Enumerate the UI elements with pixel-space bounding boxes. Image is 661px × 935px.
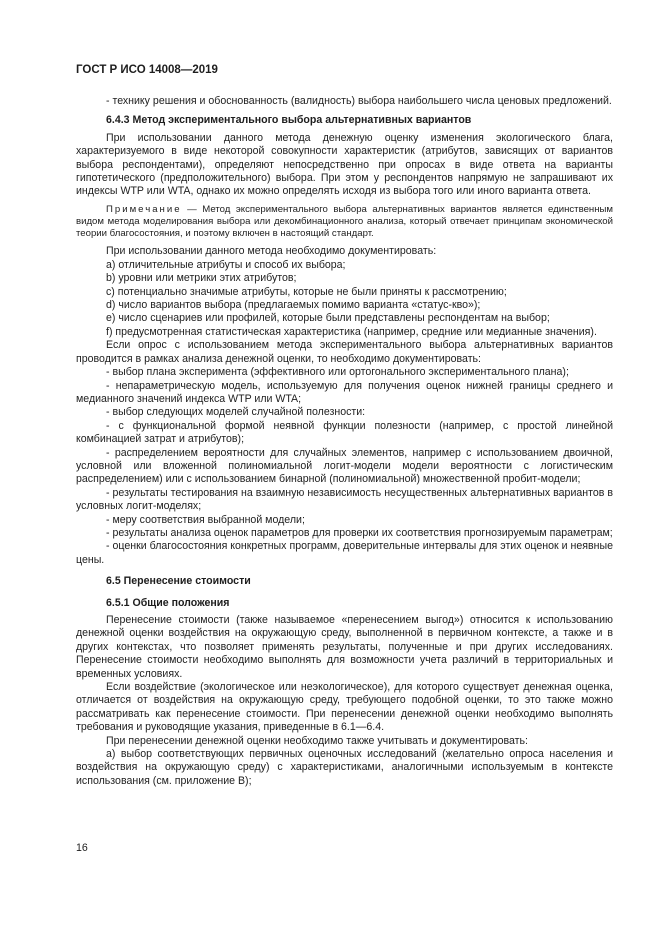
dash-item-parameter-analysis: - результаты анализа оценок параметров для проверки их соответствия прогнозируемым параметрам; — [106, 526, 613, 539]
list-item-a: a) отличительные атрибуты и способ их выбора; — [106, 258, 346, 271]
paragraph-survey: Если опрос с использованием метода экспериментального выбора альтернативных вариантов проводится в рамках анализа денежной оценки, то необходимо документировать: — [76, 339, 613, 365]
section-heading-6-5-1: 6.5.1 Общие положения — [106, 596, 230, 609]
list-item-c: c) потенциально значимые атрибуты, которые не были приняты к рассмотрению; — [106, 285, 507, 298]
document-code-header: ГОСТ Р ИСО 14008—2019 — [76, 64, 218, 76]
paragraph-document-lead: При использовании данного метода необходимо документировать: — [106, 245, 437, 258]
dash-subitem-distribution: - распределением вероятности для случайных элементов, например с использованием двоичной, условной или вложенной полиномиальной логит-модели модели вероятности с логистическим распределением) или с использованием бинарной (полиномиальной) множественной пробит-модели; — [76, 446, 613, 486]
list-item-b: b) уровни или метрики этих атрибутов; — [106, 272, 297, 285]
dash-item-nonparametric: - непараметрическую модель, используемую для получения оценок нижней границы среднего и медианного значений индекса WTP или WTA; — [76, 379, 613, 405]
dash-subitem-functional-form: - с функциональной формой неявной функции полезности (например, с простой линейной комбинацией затрат и атрибутов); — [76, 419, 613, 446]
list-item-f: f) предусмотренная статистическая характеристика (например, средние или медианные значения). — [106, 325, 597, 338]
page-number: 16 — [76, 842, 88, 854]
dash-item-random-utility: - выбор следующих моделей случайной полезности: — [106, 406, 366, 419]
dash-item-welfare-estimates: - оценки благосостояния конкретных программ, доверительные интервалы для этих оценок и неявные цены. — [76, 540, 613, 566]
paragraph-6-4-3: При использовании данного метода денежную оценку изменения экологического блага, характеризуемого в виде некоторой совокупности характеристик (атрибутов, зависящих от вариантов выбора респондентами), определяют непосредственно при опросах в виде ответа на варианты гипотетического (предположительного) выбора. При этом у респондентов напрямую не запрашивают их индексы WTP или WTA, однако их можно определять исходя из выбора того или иного варианта ответа. — [76, 131, 613, 198]
document-body — [76, 95, 613, 788]
note-text: — Метод экспериментального выбора альтернативных вариантов является единственным видом метода моделирования выбора или декомбинационного анализа, который отвечает принципам экономической теории благосостояния, и поэтому включен в настоящий стандарт. — [76, 203, 613, 240]
section-heading-6-4-3: 6.4.3 Метод экспериментального выбора альтернативных вариантов — [106, 114, 472, 127]
paragraph-6-5-1-second: Если воздействие (экологическое или неэкологическое), для которого существует денежная оценка, отличается от воздействия на окружающую среду, требующего подобной оценки, то это также можно рассматривать как перенесение стоимости. При перенесении денежной оценки необходимо выполнять требования и руководящие указания, приведенные в 6.1—6.4. — [76, 681, 613, 734]
paragraph-6-5-1-item-a: a) выбор соответствующих первичных оценочных исследований (желательно опроса населения и воздействия на окружающую среду) с характеристиками, аналогичными используемым в контексте использования (см. приложение В); — [76, 748, 613, 787]
section-heading-6-5: 6.5 Перенесение стоимости — [106, 575, 251, 588]
list-item-d: d) число вариантов выбора (предлагаемых помимо варианта «статус-кво»); — [106, 299, 481, 312]
paragraph-intro: - технику решения и обоснованность (валидность) выбора наибольшего числа ценовых предложений. — [106, 95, 612, 107]
list-item-e: e) число сценариев или профилей, которые были представлены респондентам на выбор; — [106, 312, 550, 325]
paragraph-6-5-1-first: Перенесение стоимости (также называемое «перенесением выгод») относится к использованию денежной оценки воздействия на окружающую среду, выполненной в первичном контексте, а также и в других контекстах, что позволяет применять результаты, полученные и при других исследованиях. Перенесение стоимости необходимо выполнять для возможности учета различий в территориальных и временных условиях. — [76, 614, 613, 680]
note-label: Примечание — [106, 203, 182, 215]
dash-item-independence-test: - результаты тестирования на взаимную независимость несущественных альтернативных вариантов в условных логит-моделях; — [76, 486, 613, 513]
dash-item-model-fit: - меру соответствия выбранной модели; — [106, 513, 305, 526]
dash-item-plan: - выбор плана эксперимента (эффективного или ортогонального экспериментального плана); — [106, 366, 569, 379]
paragraph-6-5-1-third: При перенесении денежной оценки необходимо также учитывать и документировать: — [106, 734, 528, 747]
note-block — [76, 204, 613, 241]
